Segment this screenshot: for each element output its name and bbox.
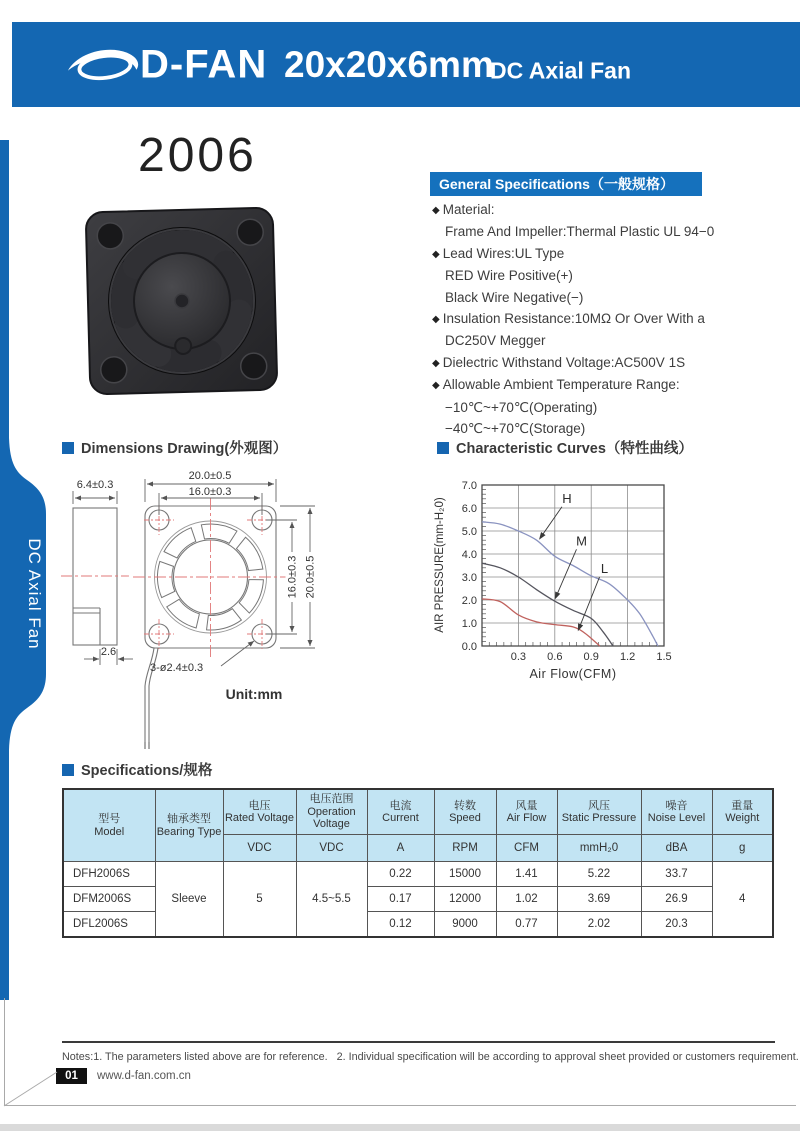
y-axis-label: AIR PRESSURE(mm-H₂0) [434,497,446,633]
side-tab-label: DC Axial Fan [25,538,44,650]
curve-L [482,599,600,646]
dimensions-drawing [55,458,415,758]
curve-label-M: M [576,533,587,549]
col-header-bearing: 轴承类型 Bearing Type [155,789,223,862]
general-specs-list [432,199,762,439]
specs-section-title: Specifications/规格 [62,759,212,780]
footer-rule [4,1105,796,1106]
dfan-logo-swoosh-icon [66,43,142,87]
diamond-bullet-icon: ◆ [432,357,440,369]
svg-text:1.2: 1.2 [619,651,636,663]
unit-g: g [712,835,773,862]
spec-item: ◆ Material: [432,202,495,217]
characteristic-curves-chart [430,462,790,697]
col-header-weight: 重量 Weight [712,789,773,835]
dim-notch: 2.6 [100,646,117,658]
spec-item: Frame And Impeller:Thermal Plastic UL 94−0 [445,224,715,240]
diamond-bullet-icon: ◆ [432,205,440,216]
unit-a: A [367,835,434,862]
table-row: DFL2006S 0.12 9000 0.77 2.02 20.3 [63,912,773,938]
brand-name: D-FAN [140,42,268,86]
col-header-rated-voltage: 电压 Rated Voltage [223,789,296,835]
website-text: www.d-fan.com.cn [97,1070,191,1082]
col-header-model: 型号 Model [63,789,155,862]
spec-item: DC250V Megger [445,333,546,349]
svg-text:6.0: 6.0 [461,502,477,515]
side-tab-dc-axial-fan [0,438,50,750]
svg-text:0.6: 0.6 [547,651,563,663]
svg-text:3.0: 3.0 [461,571,477,584]
spec-item: RED Wire Positive(+) [445,268,573,284]
col-header-air-flow: 风量 Air Flow [496,789,557,835]
unit-vdc: VDC [296,835,367,862]
svg-text:1.5: 1.5 [656,651,672,663]
dim-thickness: 6.4±0.3 [76,479,114,491]
svg-text:4.0: 4.0 [461,548,477,561]
dim-outer-height: 20.0±0.5 [304,555,317,599]
col-header-static-pressure: 风压 Static Pressure [557,789,641,835]
svg-text:1.0: 1.0 [461,617,477,630]
product-subtitle: DC Axial Fan [490,57,632,83]
diamond-bullet-icon: ◆ [432,248,440,260]
dim-mounting-holes: 3-ø2.4±0.3 [150,662,204,674]
diamond-bullet-icon: ◆ [432,314,440,326]
diamond-bullet-icon: ◆ [432,380,440,392]
unit-label: Unit:mm [225,686,283,702]
unit-cfm: CFM [496,835,557,862]
spec-table [62,788,772,938]
svg-text:5.0: 5.0 [461,525,477,538]
section-square-icon [62,764,74,776]
table-row: DFH2006S Sleeve 5 4.5~5.5 0.22 15000 1.41 5.22 33.7 4 [63,862,773,887]
dim-outer-width: 20.0±0.5 [188,470,232,482]
spec-item: Black Wire Negative(−) [445,289,584,305]
unit-vdc: VDC [223,835,296,862]
curve-H [482,522,658,646]
spec-item: ◆ Lead Wires:UL Type [432,245,565,261]
notes-divider [62,1041,775,1043]
col-header-speed: 转数 Speed [434,789,496,835]
page-size-title: 20x20x6mm [284,43,494,85]
col-header-noise: 噪音 Noise Level [641,789,712,835]
col-header-operation-voltage: 电压范围 Operation Voltage [296,789,367,835]
dim-hole-pitch-w: 16.0±0.3 [188,486,232,498]
curve-label-H: H [562,490,572,506]
general-specs-title-bar: General Specifications（一般规格） [430,172,702,196]
unit-mmh2o: mmH₂0 [557,835,641,862]
page-number-badge: 01 [56,1068,87,1084]
unit-rpm: RPM [434,835,496,862]
spec-item: ◆ Dielectric Withstand Voltage:AC500V 1S [432,354,686,370]
section-square-icon [437,442,449,454]
page-bottom-edge [0,1124,800,1131]
notes-text: Notes:1. The parameters listed above are for reference. 2. Individual specification will be according to approval sheet provided or customers requirement. [62,1051,799,1063]
spec-item: −10℃~+70℃(Operating) [445,399,598,415]
dim-hole-pitch-h: 16.0±0.3 [286,555,299,599]
unit-dba: dBA [641,835,712,862]
fan-photo [79,198,284,403]
spec-item: ◆ Allowable Ambient Temperature Range: [432,377,680,393]
svg-text:0.0: 0.0 [461,640,477,653]
x-axis-label: Air Flow(CFM) [529,667,617,681]
table-row: DFM2006S 0.17 12000 1.02 3.69 26.9 [63,887,773,912]
svg-text:0.3: 0.3 [510,651,527,663]
model-number: 2006 [138,129,257,182]
svg-text:7.0: 7.0 [461,479,477,492]
spec-item: ◆ Insulation Resistance:10MΩ Or Over With a [432,311,705,327]
section-square-icon [62,442,74,454]
curve-M [482,560,613,646]
curve-label-L: L [600,560,609,576]
dimensions-section-title: Dimensions Drawing(外观图） [62,437,287,458]
svg-text:0.9: 0.9 [583,651,599,663]
spec-item: −40℃~+70℃(Storage) [445,421,586,437]
col-header-current: 电流 Current [367,789,434,835]
header-bar [12,22,800,107]
curves-section-title: Characteristic Curves（特性曲线） [437,437,693,458]
svg-text:2.0: 2.0 [461,594,477,607]
